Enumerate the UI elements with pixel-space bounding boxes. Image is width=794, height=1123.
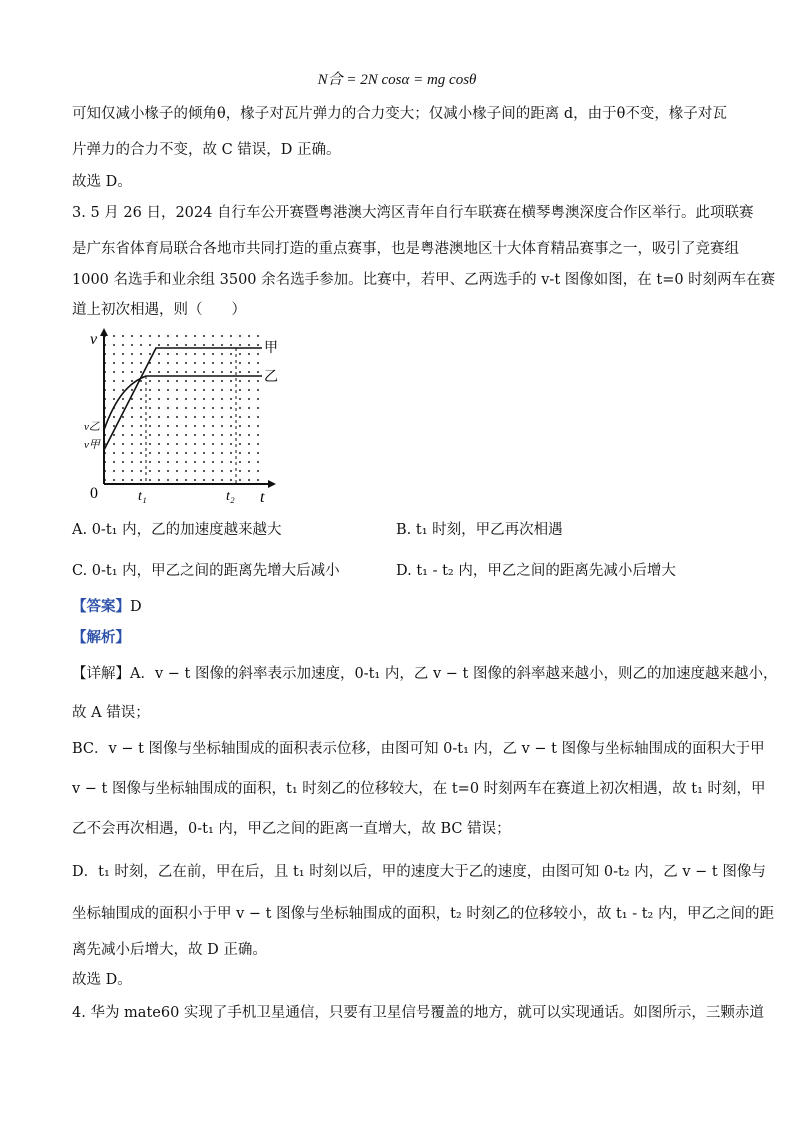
v-jia-label: v甲	[84, 439, 100, 451]
question-3-text: 道上初次相遇，则（ ）	[72, 302, 246, 318]
y-axis-label: v	[90, 331, 98, 348]
question-3-text: 3. 5 月 26 日，2024 自行车公开赛暨粤港澳大湾区青年自行车联赛在横琴粤澳深度合作区举行。此项联赛	[72, 205, 754, 221]
option-b: B. t₁ 时刻，甲乙再次相遇	[396, 522, 563, 538]
explanation-line: D．t₁ 时刻，乙在前，甲在后，且 t₁ 时刻以后，甲的速度大于乙的速度，由图可知 0-t₂ 内，乙 v − t 图像与	[72, 864, 766, 880]
explanation-line: 故 A 错误；	[72, 705, 150, 721]
question-4-text: 4. 华为 mate60 实现了手机卫星通信，只要有卫星信号覆盖的地方，就可以实现通话。如图所示，三颗赤道	[72, 1005, 764, 1021]
answer-value: D	[130, 599, 142, 615]
vt-graph	[86, 326, 282, 504]
option-d: D. t₁ - t₂ 内，甲乙之间的距离先减小后增大	[396, 563, 676, 579]
explanation-line: 坐标轴围成的面积小于甲 v − t 图像与坐标轴围成的面积，t₂ 时刻乙的位移较小，故 t₁ - t₂ 内，甲乙之间的距	[72, 906, 774, 922]
v-yi-label: v乙	[84, 421, 100, 433]
explanation-line: 离先减小后增大，故 D 正确。	[72, 942, 267, 958]
answer-tag: 【答案】	[72, 598, 130, 615]
analysis-tag: 【解析】	[72, 629, 130, 646]
text-line: 故选 D。	[72, 174, 132, 190]
series-jia-label: 甲	[264, 340, 278, 356]
analysis-line	[72, 628, 732, 648]
answer-line	[72, 597, 732, 617]
explanation-line: 乙不会再次相遇，0-t₁ 内，甲乙之间的距离一直增大，故 BC 错误；	[72, 821, 511, 837]
explanation-text: A．v − t 图像的斜率表示加速度，0-t₁ 内，乙 v − t 图像的斜率越来越小，则乙的加速度越来越小，	[130, 666, 778, 682]
option-a: A. 0-t₁ 内，乙的加速度越来越大	[72, 522, 282, 538]
x-axis-arrow-icon	[268, 480, 276, 488]
t2-label: t₂	[226, 489, 235, 504]
question-3-text: 1000 名选手和业余组 3500 余名选手参加。比赛中，若甲、乙两选手的 v-t 图像如图，在 t=0 时刻两车在赛	[72, 272, 776, 288]
origin-label: 0	[90, 485, 98, 502]
series-yi-label: 乙	[264, 369, 278, 385]
graph-grid	[104, 334, 264, 484]
question-3-text: 是广东省体育局联合各地市共同打造的重点赛事，也是粤港澳地区十大体育精品赛事之一，吸引了竞赛组	[72, 241, 739, 257]
formula: N合 = 2N cosα = mg cosθ	[317, 72, 477, 88]
t1-label: t₁	[138, 489, 147, 504]
x-axis-label: t	[260, 489, 265, 506]
text-line: 片弹力的合力不变，故 C 错误，D 正确。	[72, 142, 341, 158]
explanation-line: BC．v − t 图像与坐标轴围成的面积表示位移，由图可知 0-t₁ 内，乙 v − t 图像与坐标轴围成的面积大于甲	[72, 741, 765, 757]
explanation-line	[72, 664, 778, 684]
option-c: C. 0-t₁ 内，甲乙之间的距离先增大后减小	[72, 563, 340, 579]
text-line: 可知仅减小椽子的倾角θ，椽子对瓦片弹力的合力变大；仅减小椽子间的距离 d，由于θ不变，椽子对瓦	[72, 106, 727, 122]
explanation-line: 故选 D。	[72, 972, 132, 988]
detail-tag: 【详解】	[72, 666, 130, 682]
y-axis-arrow-icon	[100, 328, 108, 336]
explanation-line: v − t 图像与坐标轴围成的面积，t₁ 时刻乙的位移较大，在 t=0 时刻两车在赛道上初次相遇，故 t₁ 时刻，甲	[72, 781, 766, 797]
